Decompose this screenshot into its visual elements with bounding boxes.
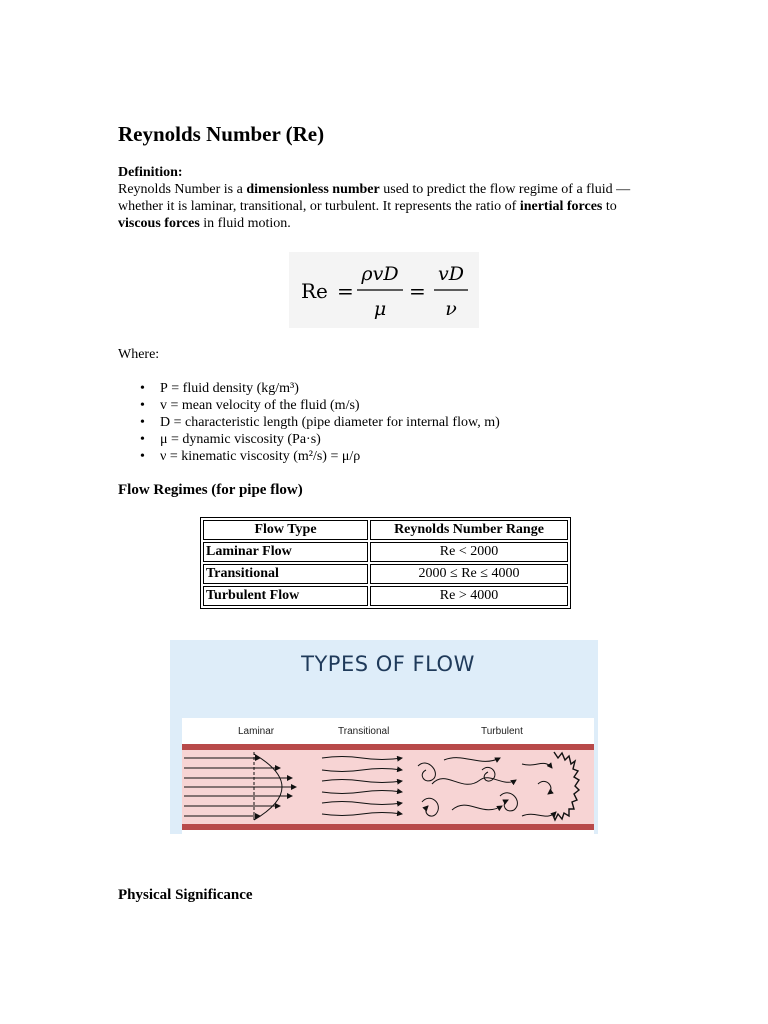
table-header-row (203, 520, 568, 540)
table-row (203, 586, 568, 606)
flow-label-turbulent: Turbulent (481, 726, 523, 737)
reynolds-formula (289, 252, 479, 328)
definition-text-2: used to predict the flow regime of a fluid — whether it is laminar, transitional, or turbulent. It represents the ratio of (118, 182, 631, 214)
variable-list (118, 380, 680, 465)
table-cell: Re < 2000 (370, 542, 568, 562)
flow-regimes-table (200, 517, 571, 609)
types-of-flow-figure (170, 640, 598, 834)
column-header: Reynolds Number Range (370, 520, 568, 540)
formula-frac2-numerator: vD (438, 263, 464, 285)
list-item: • v = mean velocity of the fluid (m/s) (160, 397, 680, 414)
flow-regimes-heading: Flow Regimes (for pipe flow) (118, 482, 303, 498)
table-cell: Re > 4000 (370, 586, 568, 606)
formula-frac2-denominator: ν (445, 298, 457, 320)
pipe-flow-diagram (182, 744, 594, 830)
list-item: • Ρ = fluid density (kg/m³) (160, 380, 680, 397)
pipe-wall-top (182, 744, 594, 750)
definition-bold-3: viscous forces (118, 216, 200, 231)
list-item: • μ = dynamic viscosity (Pa·s) (160, 431, 680, 448)
figure-title: TYPES OF FLOW (301, 652, 475, 676)
table-cell: Laminar Flow (203, 542, 368, 562)
definition-text-1: Reynolds Number is a (118, 182, 247, 197)
definition-paragraph (118, 181, 648, 232)
list-item: • D = characteristic length (pipe diameter for internal flow, m) (160, 414, 680, 431)
physical-significance-heading: Physical Significance (118, 887, 253, 903)
formula-graphic (289, 252, 479, 328)
page-title: Reynolds Number (Re) (118, 122, 325, 146)
table-cell: 2000 ≤ Re ≤ 4000 (370, 564, 568, 584)
definition-text-4: in fluid motion. (199, 216, 291, 231)
table-cell: Turbulent Flow (203, 586, 368, 606)
formula-frac1-numerator: ρvD (361, 263, 399, 285)
flow-label-transitional: Transitional (338, 726, 390, 737)
table-row (203, 564, 568, 584)
definition-text-3: to (602, 199, 617, 214)
column-header: Flow Type (203, 520, 368, 540)
pipe-wall-bottom (182, 824, 594, 830)
definition-label: Definition: (118, 165, 183, 180)
list-item: • ν = kinematic viscosity (m²/s) = μ/ρ (160, 448, 680, 465)
where-label: Where: (118, 347, 160, 362)
table-row (203, 542, 568, 562)
flow-label-laminar: Laminar (238, 726, 275, 737)
formula-eq-1: = (337, 279, 354, 303)
formula-frac1-denominator: μ (373, 298, 387, 320)
formula-lhs: Re (301, 279, 328, 303)
table-cell: Transitional (203, 564, 368, 584)
formula-eq-2: = (409, 279, 426, 303)
definition-bold-2: inertial forces (519, 199, 603, 214)
definition-bold-1: dimensionless number (246, 182, 380, 197)
